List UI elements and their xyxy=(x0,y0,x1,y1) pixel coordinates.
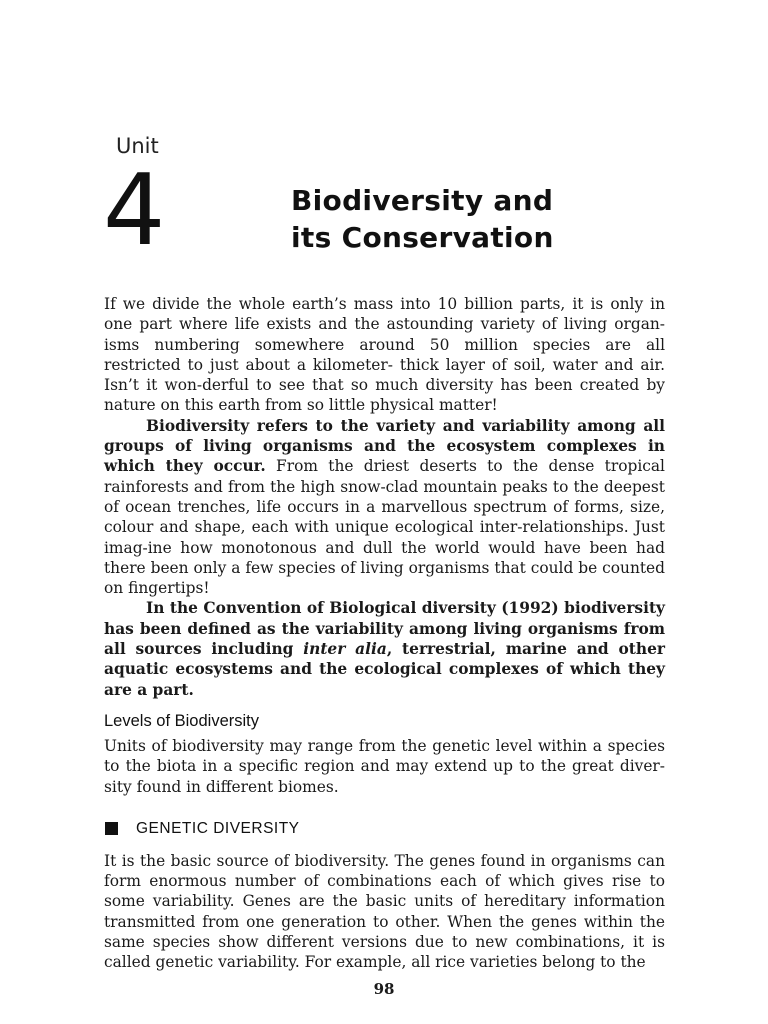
genetic-heading-label: GENETIC DIVERSITY xyxy=(136,819,300,837)
page-number: 98 xyxy=(373,980,395,998)
body-text xyxy=(104,294,665,973)
definition-rest: From the driest deserts to the dense tropical rainforests and from the high snow-clad mountain peaks to the deepest of ocean trenches, life occurs in a marvellous spectrum of forms, size, colour and shape, each with unique ecological inter-relationships. Just imag-ine how monotonous and dull the world would have been had there been only a few species of living organisms that could be counted on fingertips! xyxy=(104,457,665,598)
levels-paragraph: Units of biodiversity may range from the genetic level within a species to the biota in a specific region and may extend up to the great diver-sity found in different biomes. xyxy=(104,736,665,796)
unit-label: Unit xyxy=(116,134,159,158)
convention-italic: inter alia xyxy=(303,640,387,659)
convention-paragraph xyxy=(104,598,665,699)
genetic-diversity-heading xyxy=(104,819,665,839)
convention-part1: In the Convention of Biological diversity (1992) biodiversity has been defined as the variability among living organisms from all sources including xyxy=(104,599,665,659)
chapter-title-line-2: its Conservation xyxy=(291,221,554,254)
unit-number: 4 xyxy=(103,154,164,268)
convention-part2: , terrestrial, marine and other aquatic ecosystems and the ecological complexes of which they are a part. xyxy=(104,640,665,699)
chapter-title-line-1: Biodiversity and xyxy=(291,184,554,217)
chapter-title xyxy=(291,182,554,256)
definition-paragraph xyxy=(104,416,665,599)
definition-bold: Biodiversity refers to the variety and variability among all groups of living organisms and the ecosystem complexes in which they occur. xyxy=(104,416,665,476)
levels-heading: Levels of Biodiversity xyxy=(104,711,259,730)
genetic-paragraph: It is the basic source of biodiversity. The genes found in organisms can form enormous number of combinations each of which gives rise to some variability. Genes are the basic units of hereditary information transmitted from one generation to other. When the genes within the same species show different versions due to new combinations, it is called genetic variability. For example, all rice varieties belong to the xyxy=(104,851,665,972)
intro-paragraph: If we divide the whole earth’s mass into 10 billion parts, it is only in one part where life exists and the astounding variety of living organ-isms numbering somewhere around 50 million species are all restricted to just about a kilometer- thick layer of soil, water and air. Isn’t it won-derful to see that so much diversity has been created by nature on this earth from so little physical matter! xyxy=(104,295,665,415)
square-bullet-icon xyxy=(105,822,118,835)
